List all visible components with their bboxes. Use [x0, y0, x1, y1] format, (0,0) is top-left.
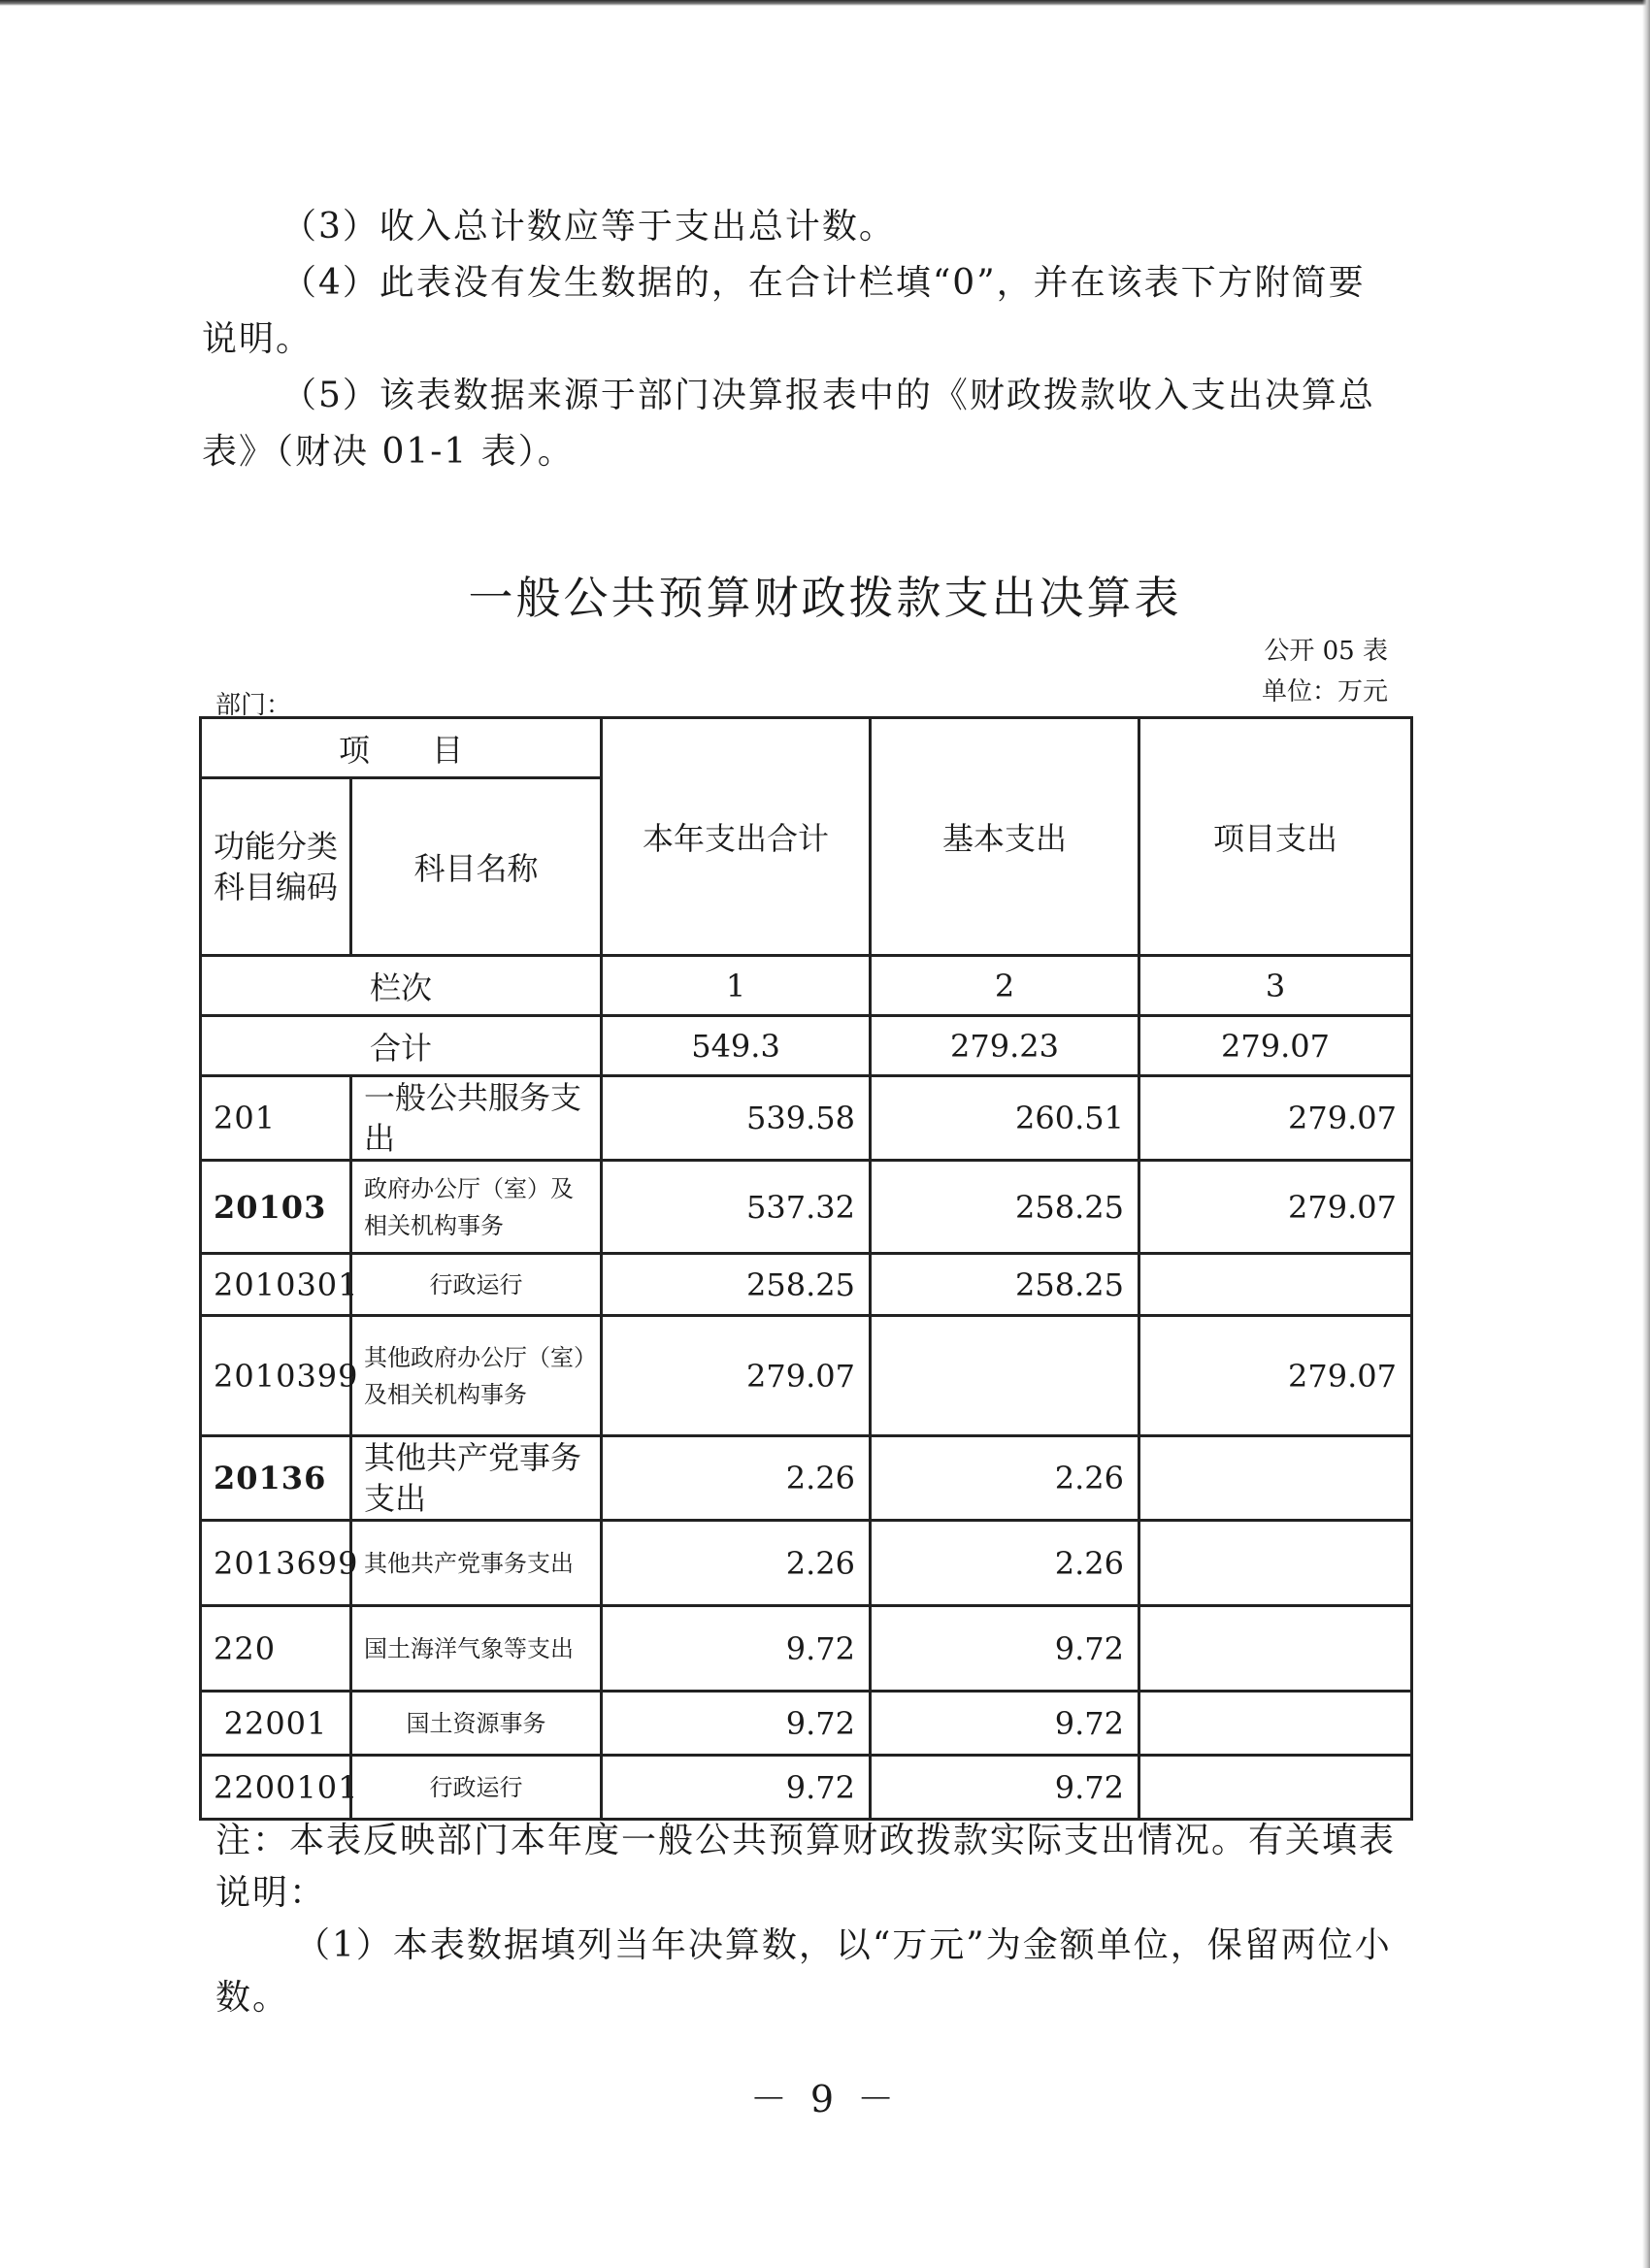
sum-label: 合计	[201, 1016, 602, 1076]
header-item: 项 目	[201, 718, 602, 778]
header-total: 本年支出合计	[602, 718, 871, 956]
row-total: 539.58	[602, 1076, 871, 1161]
row-code: 2013699	[201, 1521, 351, 1606]
column-index-2: 2	[871, 956, 1139, 1016]
row-project	[1139, 1692, 1412, 1756]
row-name: 国土资源事务	[351, 1692, 602, 1756]
row-project: 279.07	[1139, 1161, 1412, 1254]
table-row	[201, 1436, 1412, 1521]
intro-notes	[202, 199, 1396, 480]
header-code: 功能分类科目编码	[201, 778, 351, 956]
header-name: 科目名称	[351, 778, 602, 956]
intro-note: （5）该表数据来源于部门决算报表中的《财政拨款收入支出决算总表》（财决 01-1 表）。	[202, 376, 1375, 472]
intro-note: （4）此表没有发生数据的，在合计栏填“0”，并在该表下方附简要说明。	[202, 263, 1366, 359]
row-total: 279.07	[602, 1316, 871, 1436]
row-total: 258.25	[602, 1254, 871, 1316]
row-code: 20136	[201, 1436, 351, 1521]
header-project: 项目支出	[1139, 718, 1412, 956]
column-index-3: 3	[1139, 956, 1412, 1016]
row-name: 其他政府办公厅（室）及相关机构事务	[351, 1316, 602, 1436]
sum-basic: 279.23	[871, 1016, 1139, 1076]
form-number: 公开 05 表	[1264, 637, 1388, 666]
row-basic: 258.25	[871, 1161, 1139, 1254]
scan-edge-right	[1642, 0, 1650, 2268]
footer-notes	[215, 1815, 1409, 2024]
table-title: 一般公共预算财政拨款支出决算表	[468, 572, 1182, 624]
row-code: 220	[201, 1606, 351, 1692]
column-index-label: 栏次	[201, 956, 602, 1016]
table-row	[201, 1606, 1412, 1692]
row-total: 2.26	[602, 1521, 871, 1606]
expenditure-table	[199, 716, 1413, 1821]
row-total: 537.32	[602, 1161, 871, 1254]
table-row	[201, 1756, 1412, 1820]
row-name: 行政运行	[351, 1756, 602, 1820]
row-project	[1139, 1521, 1412, 1606]
sum-project: 279.07	[1139, 1016, 1412, 1076]
row-basic	[871, 1316, 1139, 1436]
row-basic: 2.26	[871, 1436, 1139, 1521]
row-basic: 9.72	[871, 1606, 1139, 1692]
row-name: 一般公共服务支出	[351, 1076, 602, 1161]
footer-note: （1）本表数据填列当年决算数，以“万元”为金额单位，保留两位小数。	[215, 1925, 1392, 2018]
intro-note: （3）收入总计数应等于支出总计数。	[281, 207, 896, 247]
row-basic: 9.72	[871, 1692, 1139, 1756]
sum-total: 549.3	[602, 1016, 871, 1076]
row-basic: 260.51	[871, 1076, 1139, 1161]
row-code: 2010399	[201, 1316, 351, 1436]
unit-label: 单位：万元	[1261, 677, 1388, 707]
row-project	[1139, 1436, 1412, 1521]
row-code: 20103	[201, 1161, 351, 1254]
scan-edge-top	[0, 0, 1650, 6]
footer-note: 注：本表反映部门本年度一般公共预算财政拨款实际支出情况。有关填表说明：	[215, 1821, 1397, 1913]
page-number: － 9 －	[749, 2078, 901, 2120]
table-row	[201, 1076, 1412, 1161]
table-row	[201, 1692, 1412, 1756]
row-code: 2010301	[201, 1254, 351, 1316]
row-name: 其他共产党事务支出	[351, 1521, 602, 1606]
row-project	[1139, 1756, 1412, 1820]
row-code: 201	[201, 1076, 351, 1161]
row-total: 9.72	[602, 1756, 871, 1820]
table-row	[201, 1254, 1412, 1316]
row-code: 2200101	[201, 1756, 351, 1820]
row-project	[1139, 1606, 1412, 1692]
table-row	[201, 1316, 1412, 1436]
row-name: 行政运行	[351, 1254, 602, 1316]
row-project: 279.07	[1139, 1316, 1412, 1436]
header-basic: 基本支出	[871, 718, 1139, 956]
row-name: 政府办公厅（室）及相关机构事务	[351, 1161, 602, 1254]
row-name: 国土海洋气象等支出	[351, 1606, 602, 1692]
row-total: 9.72	[602, 1606, 871, 1692]
row-basic: 9.72	[871, 1756, 1139, 1820]
row-total: 2.26	[602, 1436, 871, 1521]
row-basic: 2.26	[871, 1521, 1139, 1606]
row-code: 22001	[201, 1692, 351, 1756]
column-index-1: 1	[602, 956, 871, 1016]
row-name: 其他共产党事务支出	[351, 1436, 602, 1521]
table-row	[201, 1161, 1412, 1254]
row-total: 9.72	[602, 1692, 871, 1756]
table-row	[201, 1521, 1412, 1606]
row-project	[1139, 1254, 1412, 1316]
row-basic: 258.25	[871, 1254, 1139, 1316]
row-project: 279.07	[1139, 1076, 1412, 1161]
department-label: 部门：	[215, 691, 292, 720]
